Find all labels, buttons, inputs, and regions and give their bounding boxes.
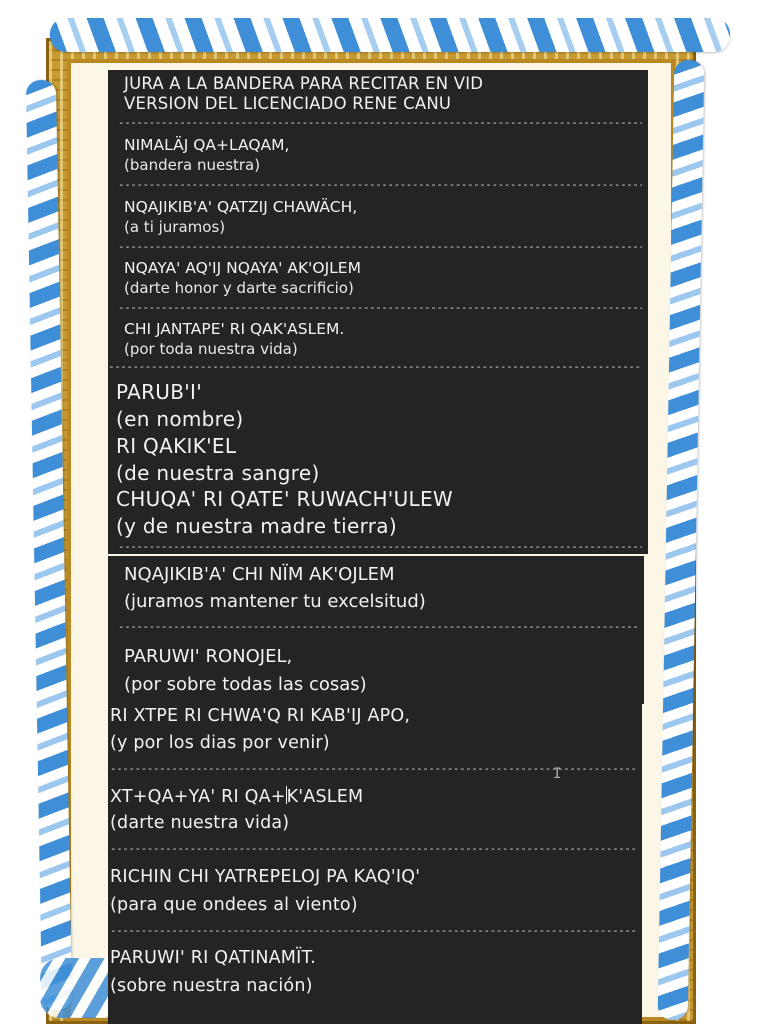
oath-panel-intro (108, 70, 648, 370)
verse-quiche: NQAJIKIB'A' QATZIJ CHAWÄCH, (124, 198, 358, 216)
verse-spanish: (juramos mantener tu excelsitud) (124, 591, 426, 612)
verse-spanish: (bandera nuestra) (124, 156, 261, 174)
verse-quiche: CHI JANTAPE' RI QAK'ASLEM. (124, 320, 345, 338)
verse-spanish: (y por los dias por venir) (110, 733, 330, 753)
verse-quiche: NQAJIKIB'A' CHI NÏM AK'OJLEM (124, 564, 395, 585)
verse-quiche-editable[interactable] (110, 786, 363, 807)
header-line-2: VERSION DEL LICENCIADO RENE CANU (124, 94, 452, 113)
verse-spanish: (de nuestra sangre) (116, 461, 320, 485)
verse-spanish: (darte honor y darte sacrificio) (124, 279, 354, 297)
verse-quiche: RICHIN CHI YATREPELOJ PA KAQ'IQ' (110, 867, 421, 887)
verse-quiche: NIMALÄJ QA+LAQAM, (124, 136, 290, 154)
verse-spanish: (sobre nuestra nación) (110, 976, 313, 996)
verse-spanish: (en nombre) (116, 407, 244, 431)
verse-spanish: (para que ondees al viento) (110, 895, 358, 915)
separator (118, 178, 642, 191)
verse-quiche: RI QAKIK'EL (116, 434, 237, 458)
verse-quiche: RI XTPE RI CHWA'Q RI KAB'IJ APO, (110, 706, 411, 726)
verse-quiche: PARUB'I' (116, 380, 203, 404)
oath-panel-name (108, 368, 648, 554)
text-cursor-icon: I (553, 766, 562, 782)
verse-quiche: PARUWI' RI QATINAMÏT. (110, 948, 317, 968)
separator (110, 924, 636, 937)
verse-spanish: (y de nuestra madre tierra) (116, 514, 397, 538)
verse-spanish: (por toda nuestra vida) (124, 340, 298, 358)
verse-quiche-part-b: K'ASLEM (286, 787, 364, 807)
verse-quiche: CHUQA' RI QATE' RUWACH'ULEW (116, 487, 453, 511)
separator (118, 540, 642, 553)
oath-panel-excelsitud (108, 556, 644, 704)
verse-spanish: (darte nuestra vida) (110, 813, 290, 833)
separator (110, 842, 636, 855)
verse-quiche: NQAYA' AQ'IJ NQAYA' AK'OJLEM (124, 259, 361, 277)
verse-quiche-part-a: XT+QA+YA' RI QA+ (110, 787, 286, 807)
verse-quiche: PARUWI' RONOJEL, (124, 646, 293, 667)
separator (118, 116, 642, 129)
separator (118, 620, 638, 633)
separator (118, 240, 642, 253)
verse-spanish: (por sobre todas las cosas) (124, 674, 367, 695)
verse-spanish: (a ti juramos) (124, 218, 226, 236)
header-line-1: JURA A LA BANDERA PARA RECITAR EN VID (124, 74, 484, 93)
separator (118, 301, 642, 314)
oath-panel-closing (108, 704, 642, 1024)
ribbon-top (50, 18, 730, 52)
